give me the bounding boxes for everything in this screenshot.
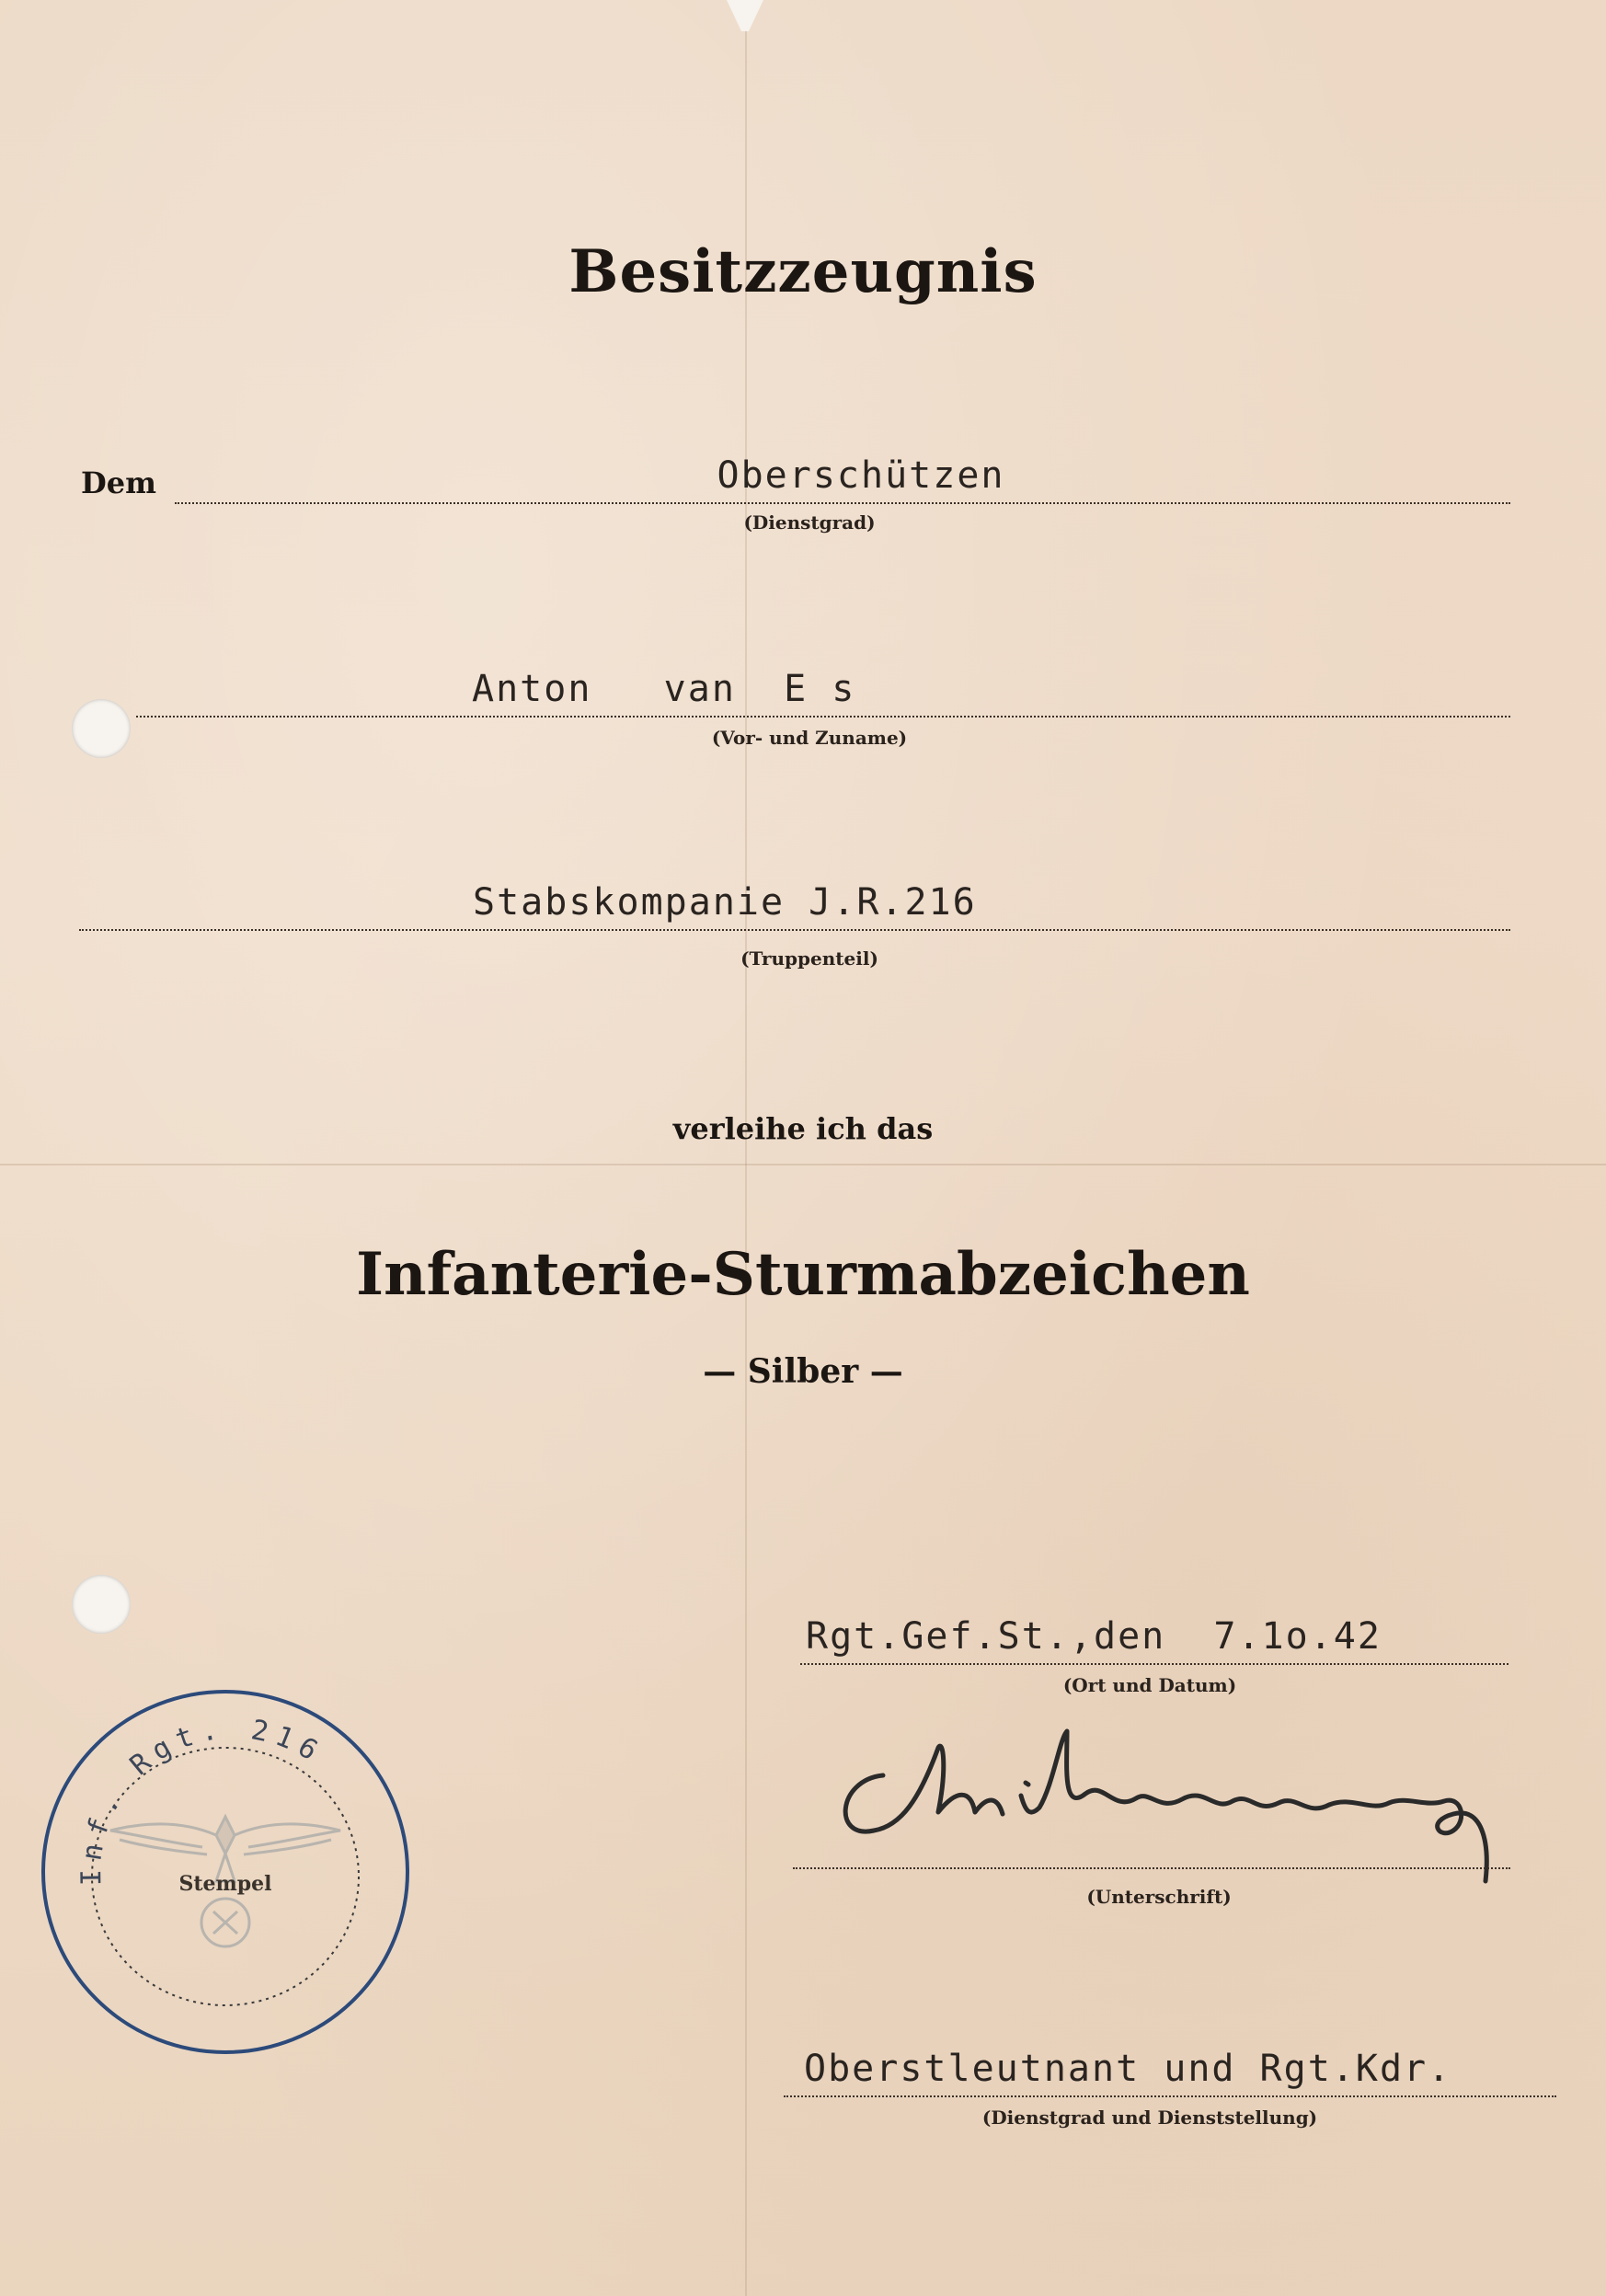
place-date-field	[800, 1608, 1508, 1665]
position-field	[784, 2040, 1556, 2097]
name-caption: (Vor- und Zuname)	[711, 727, 908, 749]
rank-field	[175, 447, 1510, 504]
signature-caption: (Unterschrift)	[1086, 1886, 1232, 1908]
rank-value: Oberschützen	[717, 454, 1005, 497]
position-value: Oberstleutnant und Rgt.Kdr.	[804, 2048, 1452, 2090]
fold-line-horizontal	[0, 1164, 1606, 1165]
place-date-caption: (Ort und Datum)	[1062, 1674, 1237, 1696]
stamp-center-label: Stempel	[178, 1872, 272, 1896]
rank-caption: (Dienstgrad)	[743, 511, 876, 534]
unit-caption: (Truppenteil)	[740, 947, 878, 970]
stamp-ring-text: Inf. Rgt. 216	[75, 1712, 330, 1887]
svg-text:Inf. Rgt. 216	[75, 1713, 329, 1886]
punch-hole-bottom	[72, 1575, 131, 1634]
top-tear	[727, 0, 763, 31]
name-field	[136, 660, 1510, 718]
punch-hole-top	[72, 699, 131, 758]
unit-value: Stabskompanie J.R.216	[473, 881, 977, 924]
place-date-value: Rgt.Gef.St.,den 7.1o.42	[806, 1615, 1382, 1658]
recipient-prefix: Dem	[81, 465, 156, 500]
official-stamp	[37, 1683, 414, 2061]
award-intro: verleihe ich das	[672, 1111, 934, 1146]
signature-line	[793, 1812, 1510, 1869]
award-name: Infanterie-Sturmabzeichen	[356, 1240, 1250, 1309]
award-grade: — Silber —	[703, 1352, 903, 1391]
fold-line-vertical	[745, 0, 747, 2296]
document-title: Besitzzeugnis	[568, 237, 1038, 306]
position-caption: (Dienstgrad und Dienststellung)	[981, 2107, 1318, 2129]
name-value: Anton van E s	[472, 668, 856, 710]
unit-field	[79, 874, 1510, 931]
